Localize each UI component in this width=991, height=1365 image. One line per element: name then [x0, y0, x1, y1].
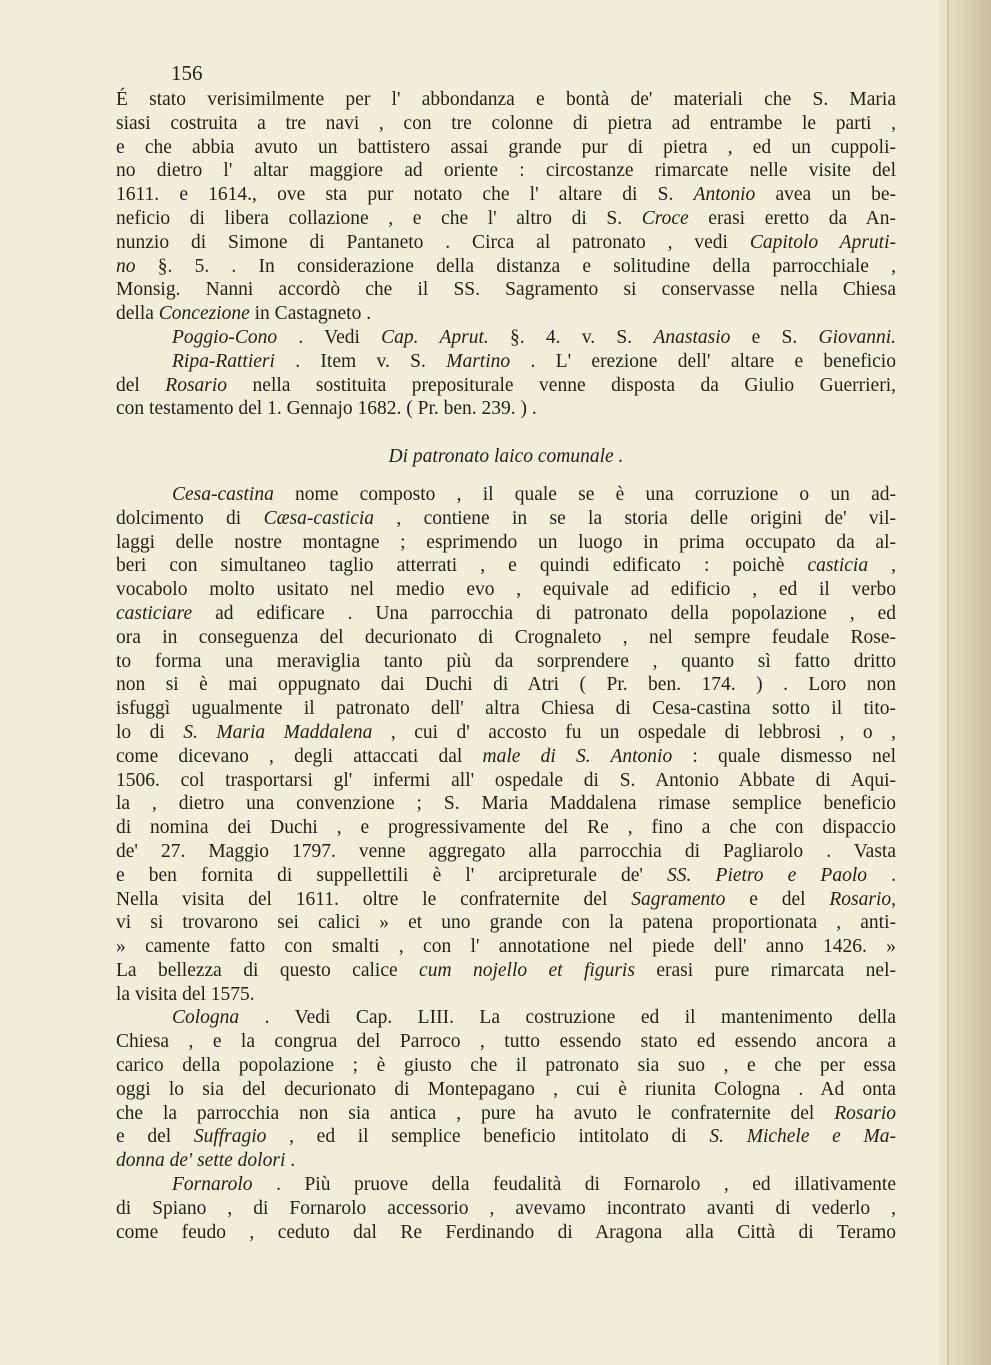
text-line	[116, 697, 896, 721]
italic-text: Anastasio	[653, 326, 731, 348]
text-run: isfuggì ugualmente il patronato dell' altra Chiesa di Cesa-castina sotto il tito-	[116, 698, 896, 720]
text-run: la , dietro una convenzione ; S. Maria Maddalena rimase semplice beneficio	[116, 793, 896, 815]
italic-text: Concezione	[158, 303, 250, 325]
page-body-text	[116, 88, 896, 1244]
text-line	[116, 650, 896, 674]
text-line	[116, 1102, 896, 1126]
italic-text: cum nojello et figuris	[419, 959, 635, 981]
text-run: che la parrocchia non sia antica , pure ha avuto le confraternite del	[116, 1102, 835, 1124]
text-line	[116, 602, 896, 626]
text-run: to forma una meraviglia tanto più da sorprendere , quanto sì fatto dritto	[116, 650, 896, 672]
text-run: 1506. col trasportarsi gl' infermi all' ospedale di S. Antonio Abbate di Aqui-	[116, 769, 896, 791]
text-run: lo di	[116, 721, 184, 743]
text-run: 1611. e 1614., ove sta pur notato che l' altare di S.	[116, 184, 694, 206]
text-line	[116, 374, 896, 398]
text-run: §. 5. . In considerazione della distanza e solitudine della parrocchiale ,	[135, 255, 896, 277]
text-run: erasi pure rimarcata nel-	[634, 959, 897, 981]
italic-text: Poggio-Cono	[172, 326, 278, 348]
text-line	[116, 231, 896, 255]
text-line	[116, 673, 896, 697]
text-run: erasi eretto da An-	[688, 207, 896, 229]
text-line	[116, 483, 896, 507]
text-run: e ben fornita di suppellettili è l' arcipreturale de'	[116, 864, 668, 886]
italic-text: Rosario	[829, 888, 892, 910]
text-run: ad edificare . Una parrocchia di patronato della popolazione , ed	[192, 602, 896, 624]
italic-text: male di S. Antonio	[482, 745, 673, 767]
text-line	[116, 1149, 896, 1173]
text-run: É stato verisimilmente per l' abbondanza e bontà de' materiali che S. Maria	[116, 89, 896, 110]
text-run: come dicevano , degli attaccati dal	[116, 745, 483, 767]
text-run: , contiene in se la storia delle origini de' vil-	[374, 507, 896, 529]
text-run: Chiesa , e la congrua del Parroco , tutto essendo stato ed essendo ancora a	[116, 1031, 896, 1053]
text-run: , ed il semplice beneficio intitolato di	[266, 1126, 710, 1148]
text-run: La bellezza di questo calice	[116, 959, 420, 981]
text-line	[116, 1221, 896, 1245]
text-run: della	[116, 303, 159, 325]
text-line	[116, 816, 896, 840]
text-run: la visita del 1575.	[116, 983, 255, 1005]
text-line	[116, 1173, 896, 1197]
italic-text: Antonio	[693, 184, 756, 206]
book-gutter-edge	[939, 0, 991, 1365]
text-line	[116, 397, 896, 421]
text-run: vocabolo molto usitato nel medio evo , equivale ad edificio , ed il verbo	[116, 579, 896, 601]
gutter-line	[947, 0, 949, 1365]
text-run: dolcimento di	[116, 507, 264, 529]
text-line	[116, 1197, 896, 1221]
text-line	[116, 1054, 896, 1078]
italic-text: Cesa-castina	[172, 483, 274, 505]
text-run: e del	[116, 1126, 194, 1148]
text-run: ora in conseguenza del decurionato di Crognaleto , nel sempre feudale Rose-	[116, 626, 896, 648]
text-line	[116, 626, 896, 650]
text-line	[116, 554, 896, 578]
text-line	[116, 112, 896, 136]
text-run: e del	[725, 888, 830, 910]
spacer	[116, 421, 896, 445]
text-run: nome composto , il quale se è una corruzione o un ad-	[273, 483, 896, 505]
text-run: .	[285, 1150, 296, 1172]
text-run: . Vedi Cap. LIII. La costruzione ed il mantenimento della	[239, 1007, 896, 1029]
italic-text: casticia	[807, 555, 869, 577]
text-run: nella sostituita prepositurale venne disposta da Giulio Guerrieri,	[227, 374, 896, 396]
text-run: come feudo , ceduto dal Re Ferdinando di Aragona alla Città di Teramo	[116, 1221, 896, 1243]
italic-text: Suffragio	[193, 1126, 267, 1148]
text-run: de' 27. Maggio 1797. venne aggregato alla parrocchia di Pagliarolo . Vasta	[116, 840, 896, 862]
text-line	[116, 1030, 896, 1054]
text-line	[116, 302, 896, 326]
text-line	[116, 935, 896, 959]
text-line	[116, 864, 896, 888]
text-run: . Vedi	[277, 326, 382, 348]
text-run: » camente fatto con smalti , con l' annotatione nel piede dell' anno 1426. »	[116, 936, 896, 958]
text-run: carico della popolazione ; è giusto che il patronato sia suo , e che per essa	[116, 1055, 896, 1077]
text-run: .	[867, 864, 897, 886]
section-heading	[116, 445, 896, 469]
text-run: beri con simultaneo taglio atterrati , e quindi edificato : poichè	[116, 555, 808, 577]
text-run: no dietro l' altar maggiore ad oriente : circostanze rimarcate nelle visite del	[116, 160, 896, 182]
italic-text: Capitolo Apruti-	[749, 231, 896, 253]
italic-text: S. Maria Maddalena	[183, 721, 373, 743]
italic-text: casticiare	[116, 602, 193, 624]
text-run: avea un be-	[755, 184, 896, 206]
text-run: Monsig. Nanni accordò che il SS. Sagramento si conservasse nella Chiesa	[116, 279, 896, 301]
text-line	[116, 183, 896, 207]
text-line	[116, 840, 896, 864]
text-run: ,	[891, 888, 896, 910]
text-run: laggi delle nostre montagne ; esprimendo un luogo in prima occupato da al-	[116, 531, 896, 553]
italic-text: Rosario	[834, 1102, 896, 1124]
text-run: ,	[868, 555, 897, 577]
text-line	[116, 159, 896, 183]
italic-text: Ripa-Rattieri	[172, 350, 275, 372]
text-run: in Castagneto .	[249, 303, 372, 325]
text-line	[116, 350, 896, 374]
text-run: di Spiano , di Fornarolo accessorio , avevamo incontrato avanti di vederlo ,	[116, 1197, 896, 1219]
text-line	[116, 888, 896, 912]
text-line	[116, 136, 896, 160]
text-run: e che abbia avuto un battistero assai grande pur di pietra , ed un cuppoli-	[116, 136, 896, 158]
italic-text: S. Michele e Ma-	[709, 1126, 897, 1148]
italic-text: SS. Pietro e Paolo	[667, 864, 868, 886]
text-line	[116, 1078, 896, 1102]
text-line	[116, 745, 896, 769]
italic-text: no	[116, 255, 136, 277]
italic-text: donna de' sette dolori	[116, 1150, 286, 1172]
text-run: . L' erezione dell' altare e beneficio	[510, 350, 896, 372]
text-run: neficio di libera collazione , e che l' altro di S.	[116, 207, 642, 229]
text-line	[116, 1125, 896, 1149]
text-line	[116, 578, 896, 602]
text-line	[116, 207, 896, 231]
spacer	[116, 469, 896, 483]
italic-text: Giovanni.	[818, 326, 896, 348]
text-run: : quale dismesso nel	[672, 745, 896, 767]
text-line	[116, 983, 896, 1007]
text-line	[116, 88, 896, 112]
text-line	[116, 531, 896, 555]
text-run: oggi lo sia del decurionato di Montepagano , cui è riunita Cologna . Ad onta	[116, 1078, 896, 1100]
text-line	[116, 792, 896, 816]
text-line	[116, 326, 896, 350]
text-run: siasi costruita a tre navi , con tre colonne di pietra ad entrambe le parti ,	[116, 112, 896, 134]
text-line	[116, 278, 896, 302]
text-line	[116, 911, 896, 935]
text-run: vi si trovarono sei calici » et uno grande con la patena proportionata , anti-	[116, 912, 896, 934]
italic-text: Di patronato laico comunale .	[388, 446, 624, 468]
text-run: Nella visita del 1611. oltre le confraternite del	[116, 888, 632, 910]
text-run: nunzio di Simone di Pantaneto . Circa al patronato , vedi	[116, 231, 750, 253]
text-run: §. 4. v. S.	[488, 326, 654, 348]
text-run: del	[116, 374, 166, 396]
text-line	[116, 721, 896, 745]
text-run: di nomina dei Duchi , e progressivamente del Re , fino a che con dispaccio	[116, 817, 896, 839]
italic-text: Cæsa-casticia	[263, 507, 375, 529]
italic-text: Rosario	[165, 374, 228, 396]
text-run: . Più pruove della feudalità di Fornarolo , ed illativamente	[252, 1174, 896, 1196]
text-line	[116, 959, 896, 983]
page-number: 156	[171, 61, 203, 85]
italic-text: Cologna	[172, 1007, 240, 1029]
text-line	[116, 507, 896, 531]
text-run: , cui d' accosto fu un ospedale di lebbrosi , o ,	[372, 721, 896, 743]
italic-text: Croce	[641, 207, 689, 229]
text-line	[116, 255, 896, 279]
italic-text: Fornarolo	[172, 1174, 253, 1196]
text-run: . Item v. S.	[274, 350, 447, 372]
italic-text: Martino	[446, 350, 511, 372]
text-line	[116, 769, 896, 793]
text-run: non si è mai oppugnato dai Duchi di Atri ( Pr. ben. 174. ) . Loro non	[116, 674, 896, 696]
text-run: con testamento del 1. Gennajo 1682. ( Pr. ben. 239. ) .	[116, 398, 537, 420]
text-run: e S.	[730, 326, 819, 348]
italic-text: Cap. Aprut.	[381, 326, 489, 348]
text-line	[116, 1006, 896, 1030]
italic-text: Sagramento	[631, 888, 726, 910]
